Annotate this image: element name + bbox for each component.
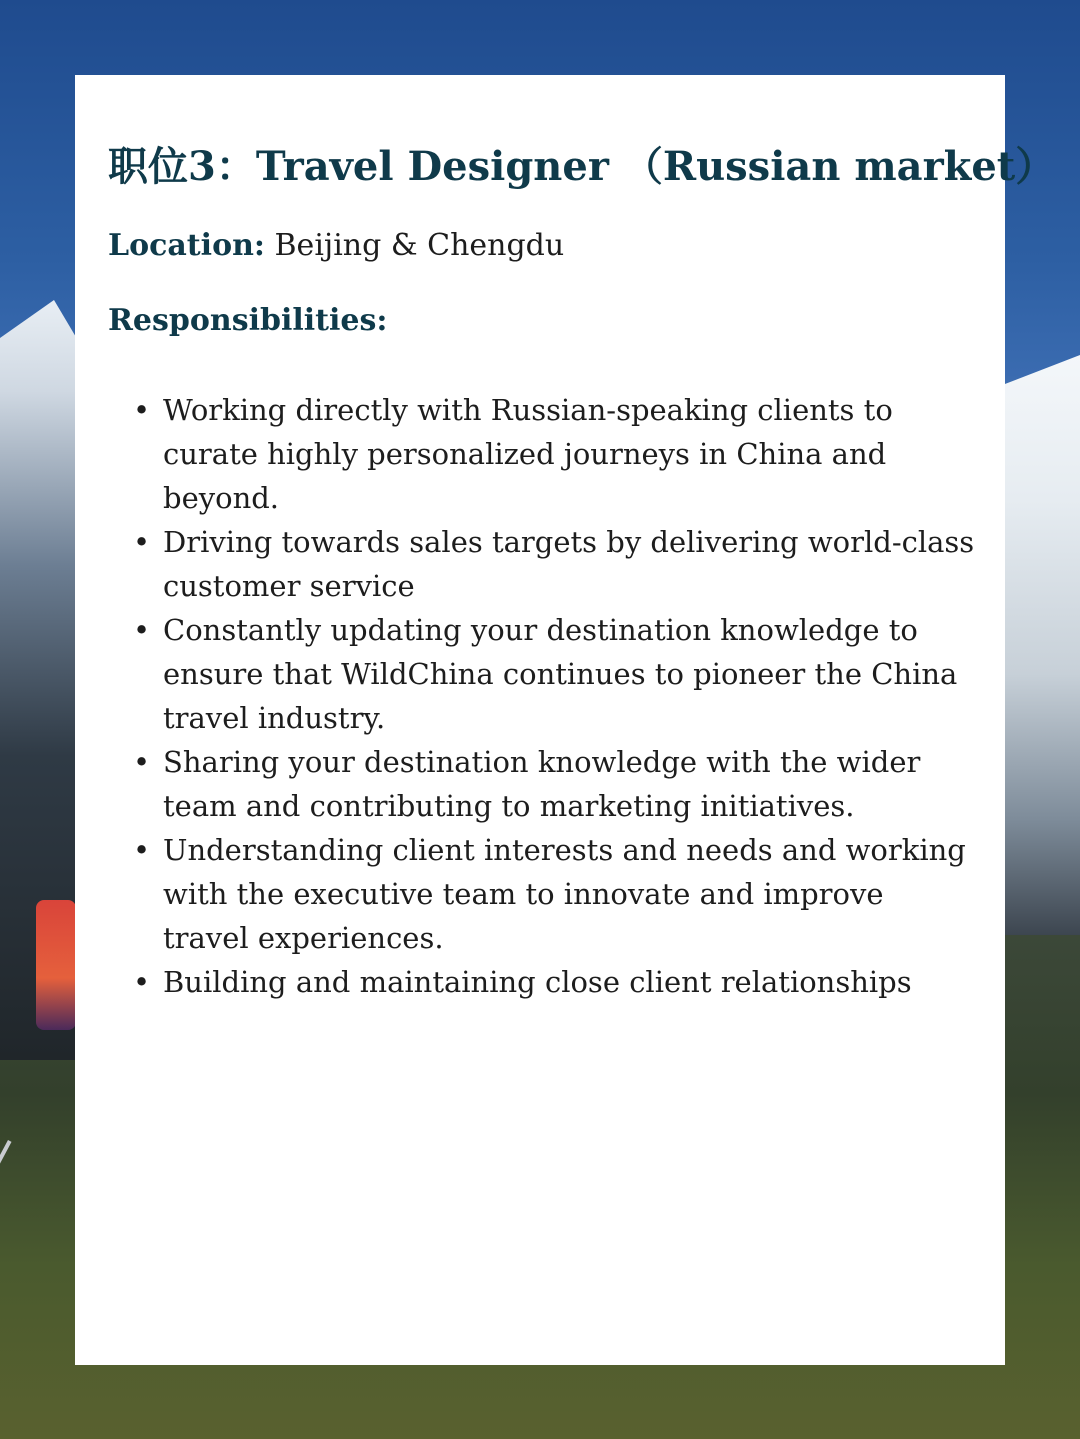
job-title: 职位3：Travel Designer （Russian market） — [108, 143, 1056, 190]
list-item-text: Sharing your destination knowledge with the wider team and contributing to marketing initiatives. — [163, 745, 921, 823]
job-description-card — [75, 75, 1056, 1365]
bullet-icon: • — [133, 613, 151, 647]
bullet-icon: • — [133, 393, 151, 427]
list-item — [133, 740, 978, 828]
responsibilities-heading: Responsibilities: — [108, 303, 388, 338]
list-item-text: Understanding client interests and needs and working with the executive team to innovate and improve travel experiences. — [163, 833, 966, 955]
list-item-text: Driving towards sales targets by delivering world-class customer service — [163, 525, 975, 603]
location-line — [108, 228, 564, 263]
list-item — [133, 608, 978, 740]
list-item-text: Constantly updating your destination knowledge to ensure that WildChina continues to pioneer the China travel industry. — [163, 613, 958, 735]
bullet-icon: • — [133, 525, 151, 559]
bullet-icon: • — [133, 965, 151, 999]
responsibilities-list — [133, 388, 978, 1004]
list-item — [133, 388, 978, 520]
hiker-figure — [36, 900, 76, 1030]
list-item-text: Building and maintaining close client relationships — [163, 965, 912, 999]
bullet-icon: • — [133, 833, 151, 867]
list-item-text: Working directly with Russian-speaking clients to curate highly personalized journeys in China and beyond. — [163, 393, 893, 515]
bullet-icon: • — [133, 745, 151, 779]
location-label: Location: — [108, 228, 265, 263]
location-value: Beijing & Chengdu — [274, 228, 565, 263]
list-item — [133, 828, 978, 960]
list-item — [133, 960, 978, 1004]
list-item — [133, 520, 978, 608]
